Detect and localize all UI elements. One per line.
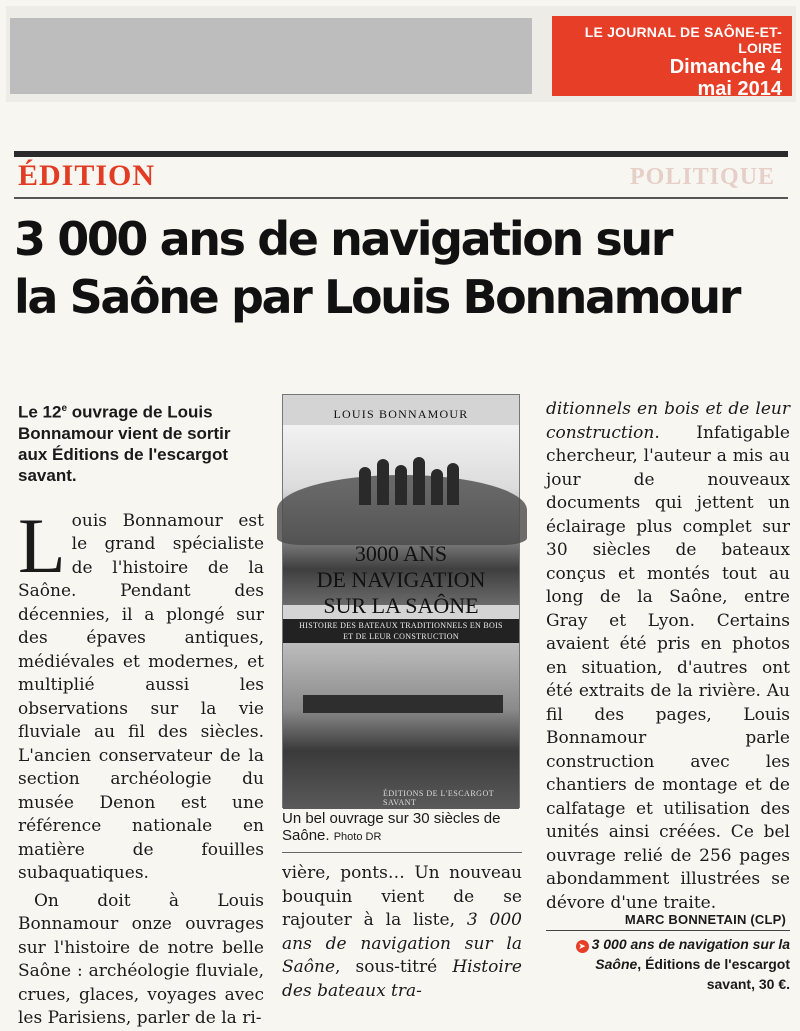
right-column-text: . Infatigable chercheur, l'auteur a mis au jour de nouveaux documents qui jettent un éclairage plus complet sur 30 siècles de bateaux conçus et montés tout au long de la Saône, entre Gray et Lyon. Certains avaient été pris en photos en situation, d'autres ont été extraits de la rivière. Au fil des pages, Louis Bonnamour parle construction avec les chantiers de montage et de calfatage et utilisation des unités ainsi créées. Ce bel ouvrage relié de 256 pages abondamment illustrées se dévore d'une traite.: [546, 422, 790, 913]
book-reference: [546, 934, 790, 994]
drop-cap: L: [18, 501, 66, 589]
date-line-1: Dimanche 4: [669, 56, 782, 78]
date-line-2: mai 2014: [697, 78, 782, 100]
caption-text: Un bel ouvrage sur 30 siècles de Saône.: [282, 810, 501, 844]
lead-text-end: ouvrage de Louis Bonnamour vient de sortir aux Éditions de l'escargot savant.: [18, 402, 231, 485]
cover-title: [283, 541, 519, 619]
author-signature: MARC BONNETAIN (CLP): [624, 912, 786, 927]
headline: [14, 210, 800, 326]
book-subtitle-inline: Histoire des bateaux tra-: [282, 957, 522, 1001]
cover-author: LOUIS BONNAMOUR: [333, 407, 469, 421]
cover-title-line-2: DE NAVIGATION: [316, 567, 486, 592]
column-right: [546, 398, 790, 915]
book-subtitle-continued: ditionnels en bois et de leur construction: [546, 399, 790, 443]
article-lead: [18, 398, 264, 486]
lead-superscript: e: [61, 403, 68, 414]
header-grey-band: [10, 18, 532, 94]
middle-text-a: vière, ponts… Un nouveau bouquin vient de se rajouter à la liste,: [282, 863, 522, 930]
book-title-inline: 3 000 ans de navigation sur la Saône: [282, 910, 523, 977]
bleed-through-text: POLITIQUE: [630, 164, 776, 190]
cover-publisher: ÉDITIONS DE L'ESCARGOT SAVANT: [383, 789, 494, 807]
book-cover-photo: [282, 394, 520, 808]
newspaper-date-badge: [552, 16, 792, 100]
newspaper-name: LE JOURNAL DE SAÔNE-ET-LOIRE: [584, 24, 782, 56]
headline-line-1: 3 000 ans de navigation sur: [14, 212, 672, 266]
cover-subtitle: [283, 619, 519, 643]
cover-subtitle-line-2: ET DE LEUR CONSTRUCTION: [343, 632, 459, 641]
section-rule: [14, 151, 788, 157]
signature-rule: [546, 930, 790, 931]
paragraph-1-text: ouis Bonnamour est le grand spécialiste de l'histoire de la Saône. Pendant des décennies, il a plongé sur des épaves antiques, médiévales et modernes, et multiplié aussi les observations sur la vie fluviale au fil des siècles. L'ancien conservateur de la section archéologie du musée Denon est une référence nationale en matière de fouilles subaquatiques.: [18, 510, 264, 884]
caption-rule: [282, 852, 522, 853]
cover-photo-bottom: [283, 643, 519, 809]
lead-text-start: Le 12: [18, 402, 62, 422]
bridge-shape: [303, 695, 503, 713]
middle-text-b: , sous-titré: [335, 957, 453, 977]
arrow-right-icon: ➤: [576, 940, 589, 953]
people-group: [353, 435, 463, 505]
cover-title-line-1: 3000 ANS: [354, 541, 448, 566]
column-left: [18, 398, 264, 1031]
photo-caption: [282, 810, 522, 846]
headline-rule: [14, 197, 788, 199]
reference-title: 3 000 ans de navigation sur la Saône: [591, 936, 790, 972]
column-middle: [282, 862, 522, 1003]
photo-credit: Photo DR: [333, 831, 382, 843]
cover-subtitle-line-1: HISTOIRE DES BATEAUX TRADITIONNELS EN BOIS: [299, 621, 503, 630]
reference-details: , Éditions de l'escargot savant, 30 €.: [637, 956, 790, 992]
section-label: ÉDITION: [18, 159, 156, 192]
body-paragraph-2: On doit à Louis Bonnamour onze ouvrages sur l'histoire de notre belle Saône : archéologie fluviale, crues, glaces, voyages avec les Parisiens, parler de la ri-: [18, 890, 264, 1029]
headline-line-2: la Saône par Louis Bonnamour: [14, 270, 740, 324]
cover-title-line-3: SUR LA SAÔNE: [323, 593, 479, 618]
body-paragraph-1: [18, 501, 264, 886]
